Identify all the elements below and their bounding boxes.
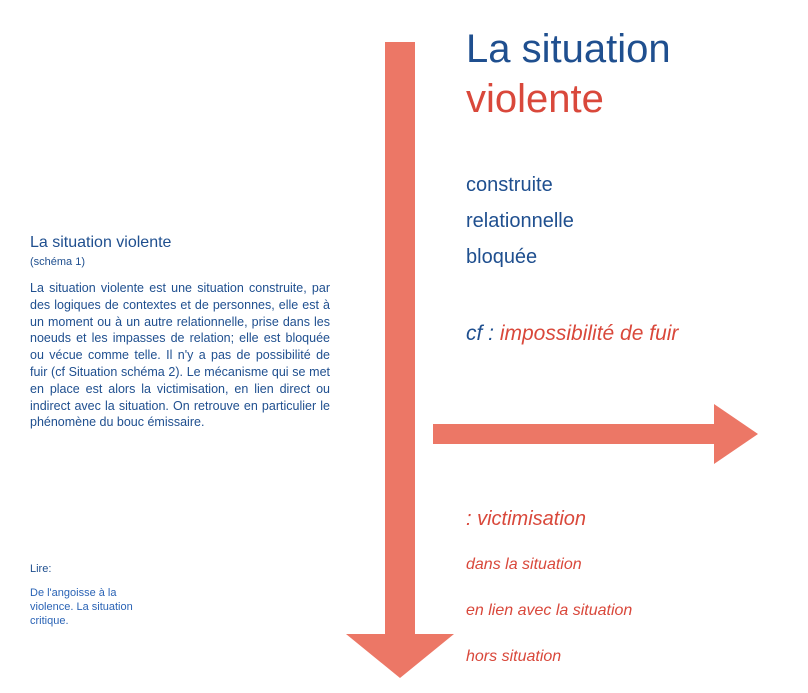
- side-title: La situation violente: [30, 234, 172, 251]
- main-title-line-2: violente: [466, 77, 604, 121]
- read-label: Lire:: [30, 563, 52, 575]
- attribute-bloquee: bloquée: [466, 246, 538, 268]
- side-paragraph: La situation violente est une situation construite, par des logiques de contextes et de personnes, elle est à un moment ou à un autre relationnelle, prise dans les noeuds et les impasses de relation; elle est bloquée ou vécue comme telle. Il n'y a pas de possibilité de fuir (cf Situation schéma 2). Le mécanisme qui se met en place est alors la victimisation, en lien direct ou indirect avec la situation. On retrouve en particulier le phénomène du bouc émissaire.: [30, 281, 330, 430]
- read-link[interactable]: De l'angoisse à la violence. La situation critique.: [30, 587, 133, 627]
- cf-line: [466, 322, 678, 346]
- cf-prefix: cf :: [466, 322, 500, 345]
- attribute-relationnelle: relationnelle: [466, 210, 574, 232]
- victimisation-title: : victimisation: [466, 508, 587, 530]
- victim-item-1: dans la situation: [466, 556, 582, 573]
- right-arrow: [433, 404, 758, 464]
- victim-item-2: en lien avec la situation: [466, 602, 633, 619]
- victim-item-3: hors situation: [466, 648, 562, 665]
- main-title-line-1: La situation: [466, 27, 671, 71]
- attribute-construite: construite: [466, 174, 553, 196]
- side-subtitle: (schéma 1): [30, 256, 86, 268]
- down-arrow: [346, 42, 454, 678]
- cf-text: impossibilité de fuir: [499, 322, 679, 345]
